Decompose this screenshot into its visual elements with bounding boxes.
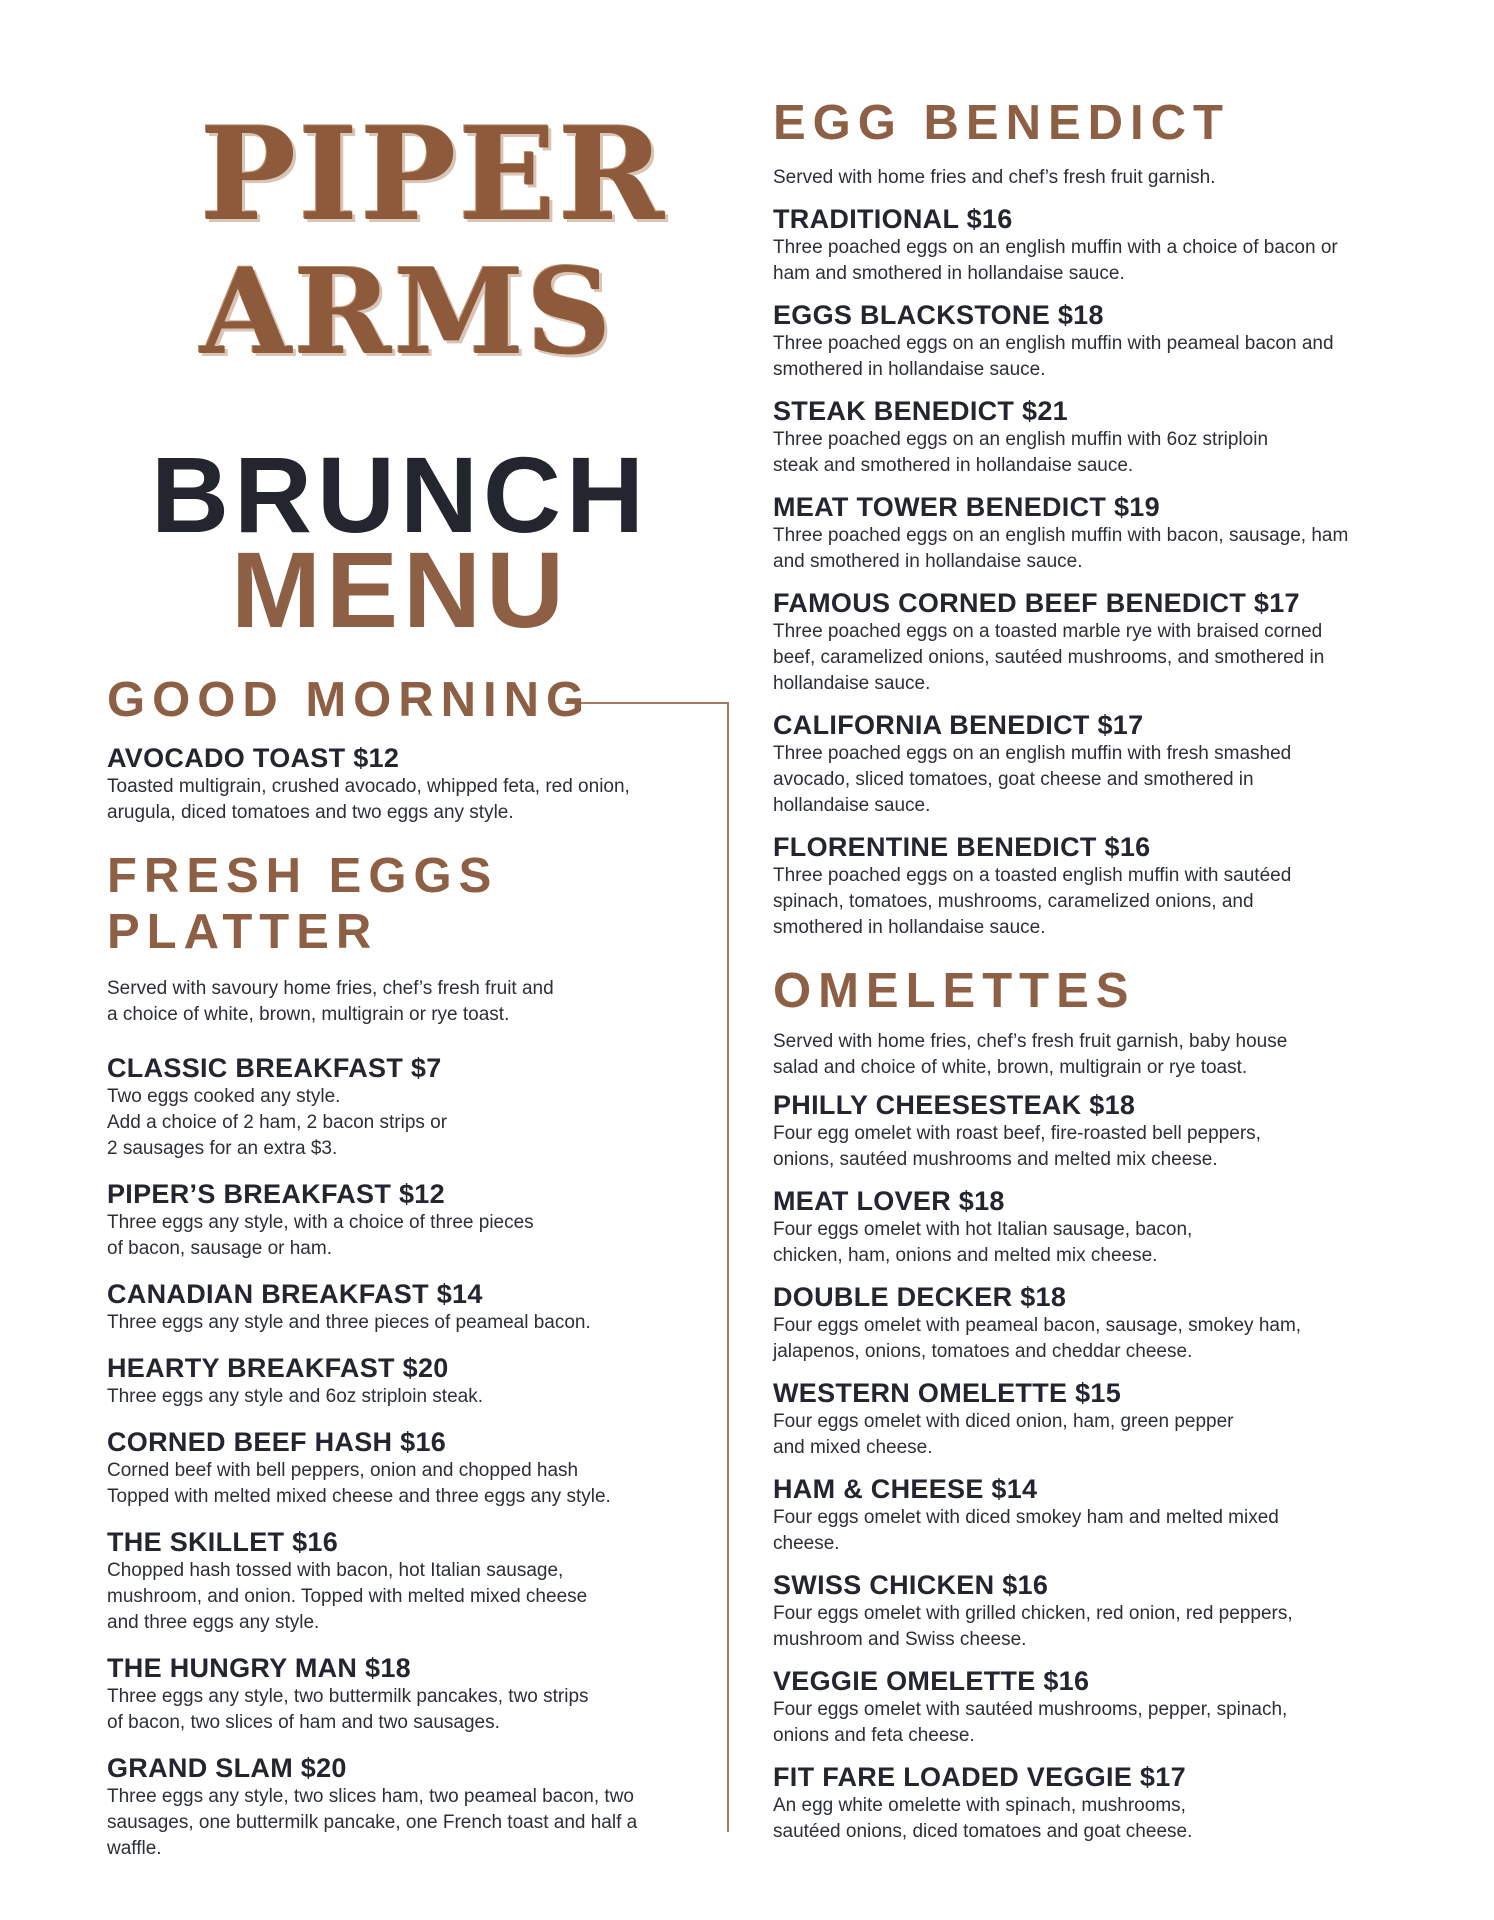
item-title: FAMOUS CORNED BEEF BENEDICT $17: [773, 588, 1300, 618]
item-title: FLORENTINE BENEDICT $16: [773, 832, 1151, 862]
item-description: Three poached eggs on an english muffin with bacon, sausage, ham and smothered in hollandaise sauce.: [773, 525, 1349, 572]
menu-item: [773, 1473, 1413, 1557]
menu-item: [773, 299, 1413, 383]
item-description: Three poached eggs on an english muffin with 6oz striploin steak and smothered in hollandaise sauce.: [773, 429, 1269, 476]
item-description: Chopped hash tossed with bacon, hot Italian sausage, mushroom, and onion. Topped with melted mixed cheese and three eggs any style.: [107, 1560, 588, 1633]
item-description: Four eggs omelet with diced onion, ham, green pepper and mixed cheese.: [773, 1411, 1234, 1458]
item-description: Three eggs any style, two buttermilk pancakes, two strips of bacon, two slices of ham and two sausages.: [107, 1686, 589, 1733]
item-description: Three poached eggs on a toasted marble rye with braised corned beef, caramelized onions, sautéed mushrooms, and smothered in hollandaise sauce.: [773, 621, 1325, 694]
item-description: Four eggs omelet with grilled chicken, red onion, red peppers, mushroom and Swiss cheese.: [773, 1603, 1293, 1650]
logo-line-arms: ARMS: [200, 242, 614, 381]
section-subtitle-egg-benedict: Served with home fries and chef’s fresh fruit garnish.: [773, 167, 1216, 188]
item-title: WESTERN OMELETTE $15: [773, 1378, 1122, 1408]
menu-item: [773, 1761, 1413, 1845]
logo-line-piper: PIPER: [200, 100, 667, 250]
section-subtitle-omelettes: Served with home fries, chef’s fresh fruit garnish, baby house salad and choice of white, brown, multigrain or rye toast.: [773, 1031, 1288, 1078]
item-title: STEAK BENEDICT $21: [773, 396, 1068, 426]
item-description: Two eggs cooked any style. Add a choice of 2 ham, 2 bacon strips or 2 sausages for an extra $3.: [107, 1086, 448, 1159]
item-title: HEARTY BREAKFAST $20: [107, 1353, 449, 1383]
title-brunch: BRUNCH: [151, 434, 649, 555]
menu-item: [107, 1352, 707, 1410]
item-description: Three eggs any style, with a choice of three pieces of bacon, sausage or ham.: [107, 1212, 534, 1259]
item-title: MEAT TOWER BENEDICT $19: [773, 492, 1160, 522]
menu-item: [773, 203, 1413, 287]
item-description: Three eggs any style, two slices ham, two peameal bacon, two sausages, one buttermilk pancake, one French toast and half a waffle.: [107, 1786, 638, 1859]
item-title: THE HUNGRY MAN $18: [107, 1653, 411, 1683]
menu-item: [773, 1089, 1413, 1173]
item-title: PHILLY CHEESESTEAK $18: [773, 1090, 1136, 1120]
item-title: TRADITIONAL $16: [773, 204, 1013, 234]
menu-item: [773, 709, 1413, 819]
menu-item: [773, 1281, 1413, 1365]
piper-arms-logo: [200, 100, 667, 410]
menu-item: [773, 1377, 1413, 1461]
item-title: MEAT LOVER $18: [773, 1186, 1005, 1216]
menu-item: [773, 1665, 1413, 1749]
section-title-fresh-eggs: FRESH EGGS PLATTER: [107, 849, 499, 959]
menu-item: [107, 1652, 707, 1736]
item-description: Three poached eggs on an english muffin with a choice of bacon or ham and smothered in hollandaise sauce.: [773, 237, 1338, 284]
item-title: PIPER’S BREAKFAST $12: [107, 1179, 445, 1209]
menu-item: [107, 1752, 707, 1862]
divider-vertical: [727, 702, 729, 1832]
section-subtitle-fresh-eggs: Served with savoury home fries, chef’s fresh fruit and a choice of white, brown, multigrain or rye toast.: [107, 978, 554, 1025]
item-description: Four egg omelet with roast beef, fire-roasted bell peppers, onions, sautéed mushrooms and melted mix cheese.: [773, 1123, 1261, 1170]
item-description: Corned beef with bell peppers, onion and chopped hash Topped with melted mixed cheese and three eggs any style.: [107, 1460, 611, 1507]
menu-item: [773, 491, 1413, 575]
menu-item: [107, 1426, 707, 1510]
item-description: Four eggs omelet with peameal bacon, sausage, smokey ham, jalapenos, onions, tomatoes and cheddar cheese.: [773, 1315, 1302, 1362]
section-title-good-morning: GOOD MORNING: [107, 673, 592, 727]
item-description: Four eggs omelet with sautéed mushrooms, pepper, spinach, onions and feta cheese.: [773, 1699, 1288, 1746]
item-description: Four eggs omelet with hot Italian sausage, bacon, chicken, ham, onions and melted mix cheese.: [773, 1219, 1193, 1266]
item-title: SWISS CHICKEN $16: [773, 1570, 1049, 1600]
menu-item: [773, 831, 1413, 941]
item-description: Four eggs omelet with diced smokey ham and melted mixed cheese.: [773, 1507, 1279, 1554]
menu-item: [107, 742, 707, 826]
menu-item: [107, 1052, 707, 1162]
menu-item: [107, 1278, 707, 1336]
section-title-egg-benedict: EGG BENEDICT: [773, 96, 1230, 150]
item-title: CANADIAN BREAKFAST $14: [107, 1279, 483, 1309]
item-description: Three eggs any style and three pieces of peameal bacon.: [107, 1312, 591, 1333]
section-title-omelettes: OMELETTES: [773, 964, 1136, 1018]
item-description: Toasted multigrain, crushed avocado, whipped feta, red onion, arugula, diced tomatoes and two eggs any style.: [107, 776, 630, 823]
right-column: [773, 95, 1413, 1845]
menu-item: [773, 395, 1413, 479]
item-title: CLASSIC BREAKFAST $7: [107, 1053, 442, 1083]
item-title: HAM & CHEESE $14: [773, 1474, 1038, 1504]
title-menu: MENU: [231, 529, 569, 650]
item-title: FIT FARE LOADED VEGGIE $17: [773, 1762, 1186, 1792]
left-column: [107, 672, 707, 1862]
item-title: AVOCADO TOAST $12: [107, 743, 400, 773]
item-title: EGGS BLACKSTONE $18: [773, 300, 1104, 330]
item-description: Three poached eggs on an english muffin with peameal bacon and smothered in hollandaise sauce.: [773, 333, 1334, 380]
item-title: DOUBLE DECKER $18: [773, 1282, 1067, 1312]
menu-item: [107, 1526, 707, 1636]
item-title: GRAND SLAM $20: [107, 1753, 347, 1783]
item-description: Three poached eggs on a toasted english muffin with sautéed spinach, tomatoes, mushrooms, caramelized onions, and smothered in hollandaise sauce.: [773, 865, 1292, 938]
item-title: CORNED BEEF HASH $16: [107, 1427, 447, 1457]
menu-item: [773, 587, 1413, 697]
item-description: Three eggs any style and 6oz striploin steak.: [107, 1386, 483, 1407]
item-title: CALIFORNIA BENEDICT $17: [773, 710, 1144, 740]
item-title: THE SKILLET $16: [107, 1527, 339, 1557]
menu-item: [773, 1185, 1413, 1269]
item-description: An egg white omelette with spinach, mushrooms, sautéed onions, diced tomatoes and goat cheese.: [773, 1795, 1193, 1842]
item-description: Three poached eggs on an english muffin with fresh smashed avocado, sliced tomatoes, goat cheese and smothered in hollandaise sauce.: [773, 743, 1292, 816]
item-title: VEGGIE OMELETTE $16: [773, 1666, 1090, 1696]
menu-item: [773, 1569, 1413, 1653]
menu-item: [107, 1178, 707, 1262]
